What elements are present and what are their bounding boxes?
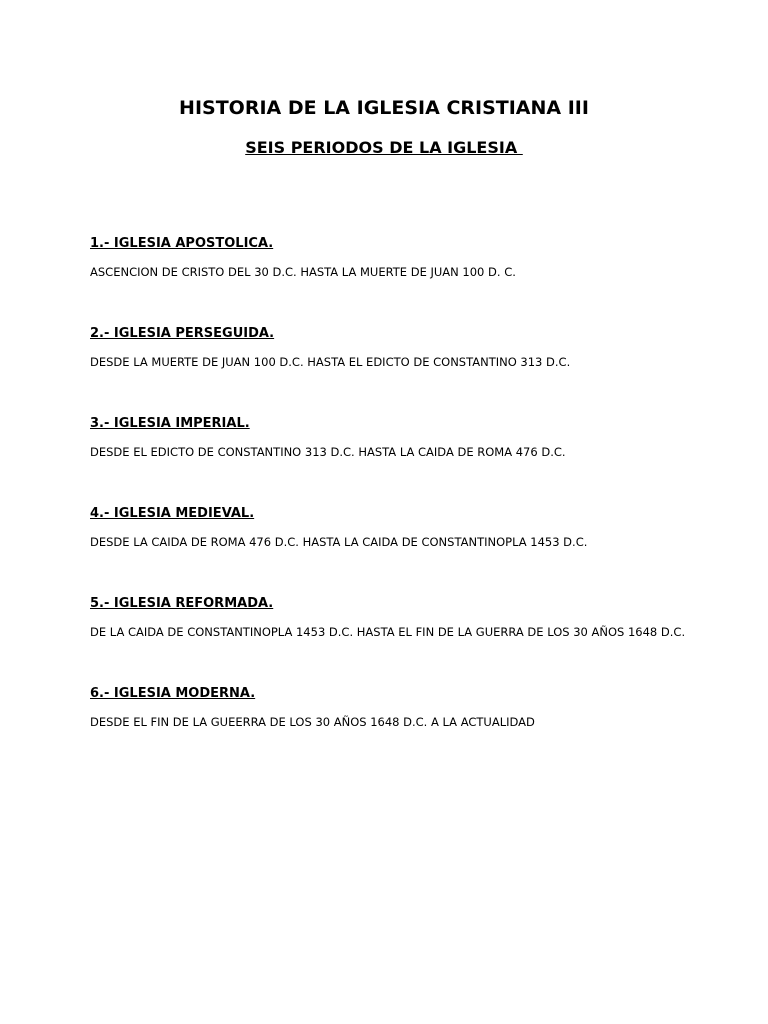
document-subtitle	[0, 138, 768, 158]
period-heading: 3.- IGLESIA IMPERIAL.	[90, 416, 250, 431]
period-heading: 1.- IGLESIA APOSTOLICA.	[90, 236, 274, 251]
document-title: HISTORIA DE LA IGLESIA CRISTIANA III	[179, 97, 589, 119]
period-item	[90, 686, 730, 776]
period-description: DESDE EL FIN DE LA GUEERRA DE LOS 30 AÑOS 1648 D.C. A LA ACTUALIDAD	[90, 715, 535, 729]
document-subtitle-text: SEIS PERIODOS DE LA IGLESIA	[245, 138, 523, 157]
period-heading: 4.- IGLESIA MEDIEVAL.	[90, 506, 255, 521]
period-description: DESDE LA MUERTE DE JUAN 100 D.C. HASTA EL EDICTO DE CONSTANTINO 313 D.C.	[90, 355, 571, 369]
period-description: DESDE EL EDICTO DE CONSTANTINO 313 D.C. HASTA LA CAIDA DE ROMA 476 D.C.	[90, 445, 566, 459]
period-item	[90, 236, 730, 326]
periods-list	[90, 236, 730, 776]
period-heading: 6.- IGLESIA MODERNA.	[90, 686, 256, 701]
period-item	[90, 506, 730, 596]
period-description: ASCENCION DE CRISTO DEL 30 D.C. HASTA LA MUERTE DE JUAN 100 D. C.	[90, 265, 516, 279]
period-item	[90, 326, 730, 416]
period-heading: 2.- IGLESIA PERSEGUIDA.	[90, 326, 275, 341]
period-item	[90, 416, 730, 506]
period-heading: 5.- IGLESIA REFORMADA.	[90, 596, 274, 611]
period-description: DESDE LA CAIDA DE ROMA 476 D.C. HASTA LA CAIDA DE CONSTANTINOPLA 1453 D.C.	[90, 535, 588, 549]
period-item	[90, 596, 730, 686]
period-description: DE LA CAIDA DE CONSTANTINOPLA 1453 D.C. HASTA EL FIN DE LA GUERRA DE LOS 30 AÑOS 1648 D.C.	[90, 625, 686, 639]
